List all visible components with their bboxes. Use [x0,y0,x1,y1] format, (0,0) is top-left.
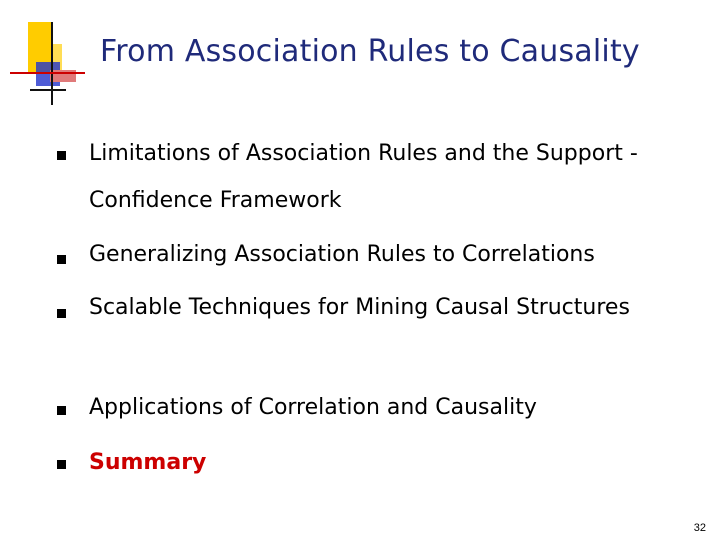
square-bullet-icon [57,460,66,469]
page-number: 32 [693,522,706,534]
list-item: Applications of Correlation and Causality [89,395,537,420]
square-bullet-icon [57,309,66,318]
slide-title: From Association Rules to Causality [100,34,640,69]
square-bullet-icon [57,151,66,160]
square-bullet-icon [57,255,66,264]
list-item: Scalable Techniques for Mining Causal Structures [89,295,630,320]
crosshair-logo-icon [0,0,90,110]
square-bullet-icon [57,406,66,415]
list-item: Limitations of Association Rules and the Support -Confidence Framework [89,141,638,213]
list-item-summary: Summary [89,450,207,475]
list-item: Generalizing Association Rules to Correlations [89,242,595,267]
